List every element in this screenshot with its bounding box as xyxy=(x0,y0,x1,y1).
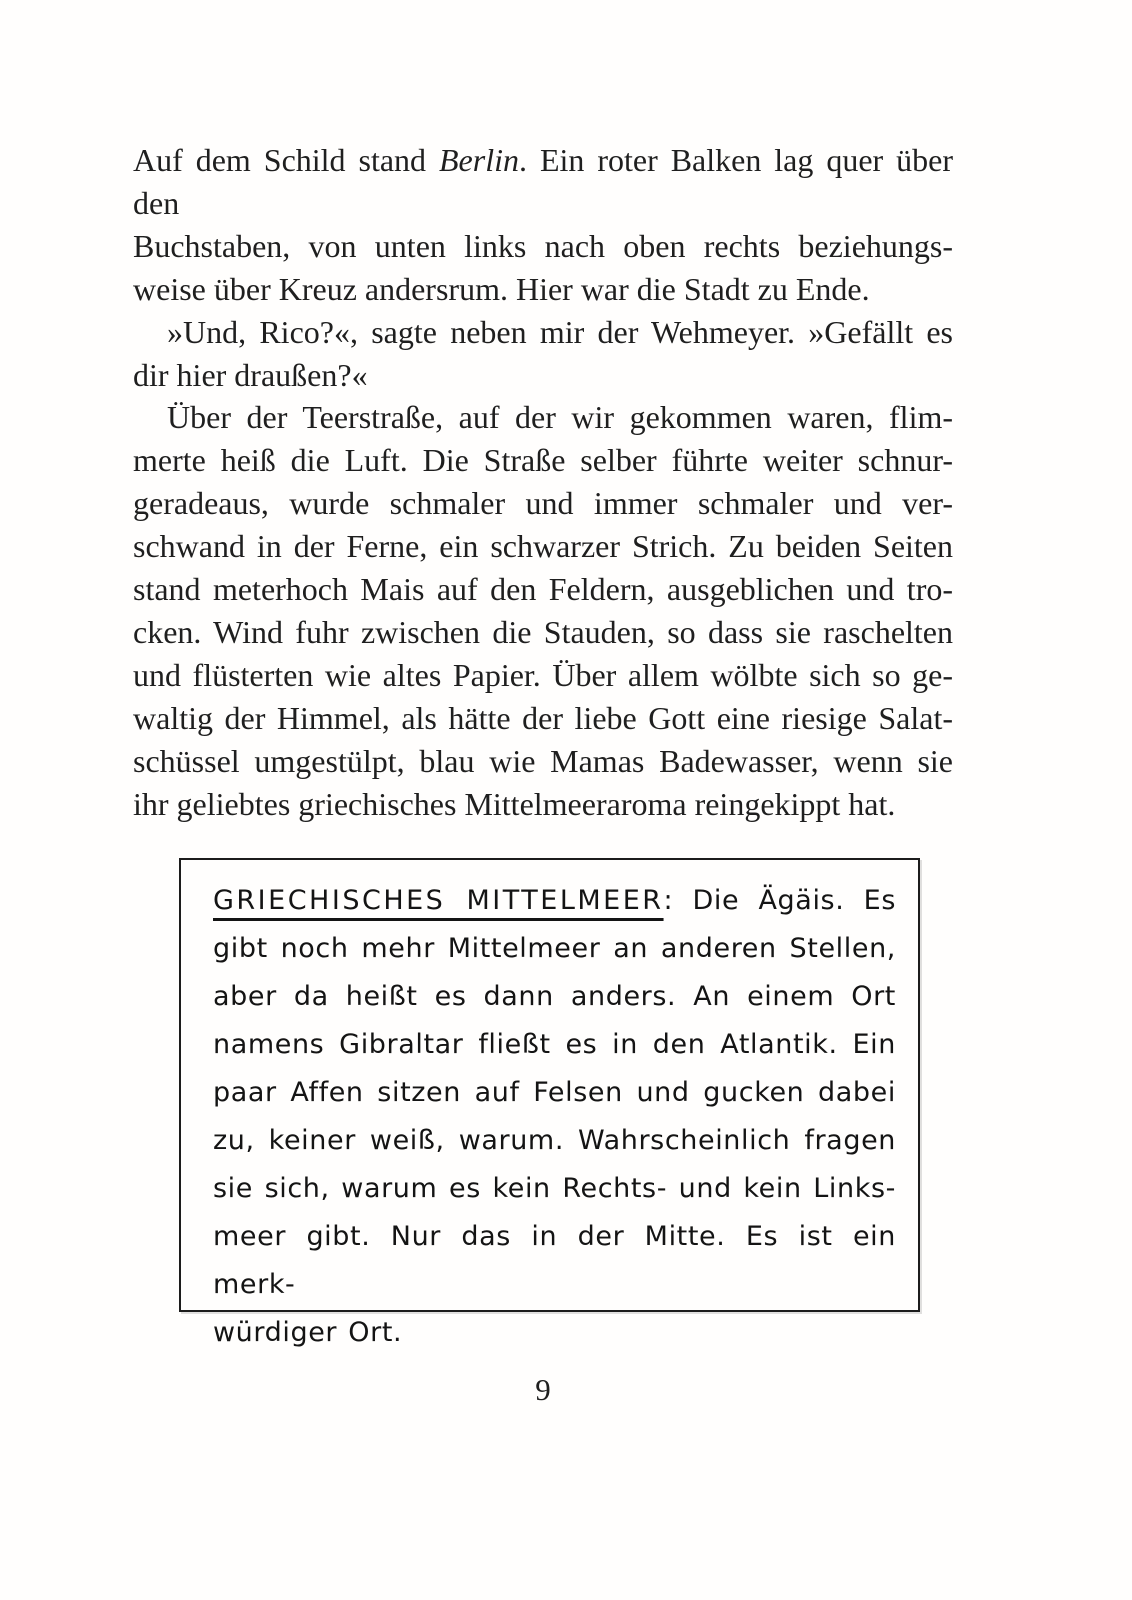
text-segment: »Und, Rico?«, sagte neben mir der Wehmeyer. »Gefällt es xyxy=(167,313,953,350)
text-segment: gibt noch mehr Mittelmeer an anderen Stellen, xyxy=(213,933,896,964)
text-segment: . Ein roter Balken lag quer über den xyxy=(133,142,953,221)
text-segment-italic: Berlin xyxy=(439,142,519,178)
text-line xyxy=(133,697,953,740)
text-segment: schwand in der Ferne, ein schwarzer Strich. Zu beiden Seiten xyxy=(133,528,953,565)
text-segment: weise über Kreuz andersrum. Hier war die Stadt zu Ende. xyxy=(133,270,870,307)
text-line xyxy=(133,654,953,697)
text-segment: würdiger Ort. xyxy=(213,1317,403,1348)
text-segment: : Die Ägäis. Es xyxy=(663,885,896,916)
text-segment: stand meterhoch Mais auf den Feldern, ausgeblichen und tro- xyxy=(133,571,953,608)
text-segment: schüssel umgestülpt, blau wie Mamas Badewasser, wenn sie xyxy=(133,742,953,779)
text-segment: waltig der Himmel, als hätte der liebe Gott eine riesige Salat- xyxy=(133,699,953,736)
text-line xyxy=(213,925,896,973)
text-line xyxy=(133,354,953,397)
text-segment: ihr geliebtes griechisches Mittelmeeraroma reingekippt hat. xyxy=(133,785,896,822)
text-segment-underline: GRIECHISCHES MITTELMEER xyxy=(213,885,664,916)
text-segment: dir hier draußen?« xyxy=(133,356,368,393)
text-line xyxy=(133,439,953,482)
text-line xyxy=(213,1165,896,1213)
text-segment: Auf dem Schild stand xyxy=(133,142,439,178)
text-line xyxy=(133,396,953,439)
text-line xyxy=(133,268,953,311)
text-segment: cken. Wind fuhr zwischen die Stauden, so dass sie raschelten xyxy=(133,613,953,650)
text-segment: zu, keiner weiß, warum. Wahrscheinlich fragen xyxy=(213,1125,896,1156)
text-line xyxy=(213,1069,896,1117)
text-line xyxy=(213,1021,896,1069)
text-segment: aber da heißt es dann anders. An einem Ort xyxy=(213,981,896,1012)
text-segment: geradeaus, wurde schmaler und immer schmaler und ver- xyxy=(133,485,953,522)
text-line xyxy=(213,877,896,925)
text-segment: Über der Teerstraße, auf der wir gekommen waren, flim- xyxy=(167,399,953,436)
text-line xyxy=(213,1117,896,1165)
text-segment: Buchstaben, von unten links nach oben rechts beziehungs- xyxy=(133,227,953,264)
text-segment: merte heiß die Luft. Die Straße selber führte weiter schnur- xyxy=(133,442,953,479)
text-line xyxy=(213,1309,896,1357)
text-segment: namens Gibraltar fließt es in den Atlantik. Ein xyxy=(213,1029,896,1060)
text-line xyxy=(133,783,953,826)
text-line xyxy=(213,973,896,1021)
text-segment: und flüsterten wie altes Papier. Über allem wölbte sich so ge- xyxy=(133,656,953,693)
text-line xyxy=(133,611,953,654)
info-box xyxy=(179,858,920,1348)
body-text xyxy=(133,139,953,826)
text-line xyxy=(133,525,953,568)
text-line xyxy=(133,568,953,611)
text-segment: paar Affen sitzen auf Felsen und gucken dabei xyxy=(213,1077,896,1108)
text-line xyxy=(133,225,953,268)
page-number: 9 xyxy=(535,1372,551,1407)
text-line xyxy=(133,311,953,354)
text-line xyxy=(133,139,953,225)
text-segment: sie sich, warum es kein Rechts- und kein Links- xyxy=(213,1173,896,1204)
text-segment: meer gibt. Nur das in der Mitte. Es ist ein merk- xyxy=(213,1221,896,1300)
text-line xyxy=(213,1213,896,1309)
text-line xyxy=(133,482,953,525)
text-line xyxy=(133,740,953,783)
